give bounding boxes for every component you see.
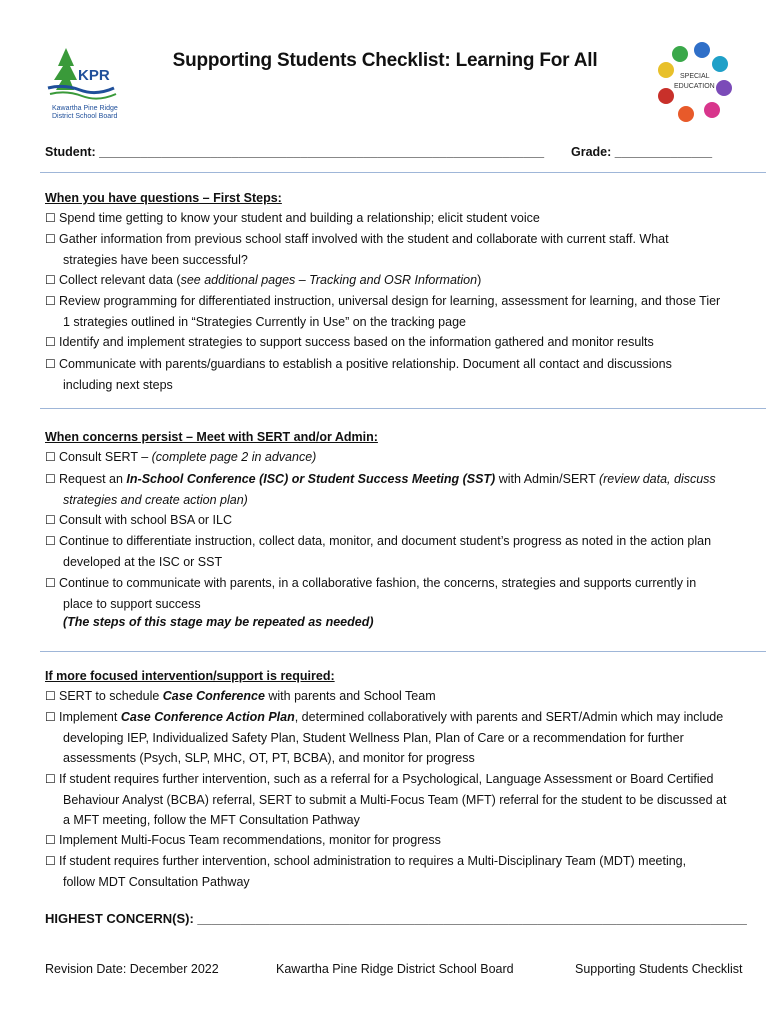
logo-letters: KPR (78, 67, 110, 84)
checklist-item[interactable]: ☐ Spend time getting to know your student and building a relationship; elicit student voice (45, 208, 745, 229)
checkbox[interactable]: ☐ (45, 335, 56, 349)
checkbox[interactable]: ☐ (45, 689, 56, 703)
checklist-item[interactable]: ☐ Continue to communicate with parents, in a collaborative fashion, the concerns, strategies and supports currently in place to support success (45, 573, 745, 614)
checklist-item[interactable]: ☐ If student requires further intervention, school administration to requires a Multi-Disciplinary Team (MDT) meeting, follow MDT Consultation Pathway (45, 851, 745, 892)
checkbox[interactable]: ☐ (45, 833, 56, 847)
footer-board-name: Kawartha Pine Ridge District School Board (276, 962, 514, 976)
checkbox[interactable]: ☐ (45, 576, 56, 590)
checkbox[interactable]: ☐ (45, 450, 56, 464)
page-title: Supporting Students Checklist: Learning For All (172, 50, 598, 71)
checklist-item[interactable]: ☐ Implement Multi-Focus Team recommendations, monitor for progress (45, 830, 745, 851)
repeat-note: (The steps of this stage may be repeated as needed) (63, 615, 374, 629)
checklist-item[interactable]: ☐ Consult SERT – (complete page 2 in advance) (45, 447, 745, 468)
footer-document-name: Supporting Students Checklist (575, 962, 743, 976)
kpr-logo (44, 44, 124, 124)
checklist-item[interactable]: ☐ Review programming for differentiated instruction, universal design for learning, assessment for learning, and those Tier 1 strategies outlined in “Strategies Currently in Use” on the tracking page (45, 291, 745, 332)
checkbox[interactable]: ☐ (45, 534, 56, 548)
section-intervention-heading: If more focused intervention/support is required: (45, 669, 335, 683)
checkbox[interactable]: ☐ (45, 472, 56, 486)
student-field[interactable]: Student: ________________________________________________________________ (45, 145, 545, 159)
checkbox[interactable]: ☐ (45, 710, 56, 724)
checkbox[interactable]: ☐ (45, 211, 56, 225)
hands-icon (650, 40, 736, 126)
checkbox[interactable]: ☐ (45, 854, 56, 868)
checkbox[interactable]: ☐ (45, 357, 56, 371)
special-education-badge (650, 40, 736, 126)
highest-concern-field[interactable]: HIGHEST CONCERN(S): ____________________________________________________________________________ (45, 911, 747, 926)
grade-field[interactable]: Grade: ______________ (571, 145, 713, 159)
checklist-item[interactable]: ☐ Identify and implement strategies to support success based on the information gathered and monitor results (45, 332, 745, 353)
checklist-item[interactable]: ☐ Gather information from previous school staff involved with the student and collaborate with current staff. What strategies have been successful? (45, 229, 745, 270)
checklist-item[interactable]: ☐ Consult with school BSA or ILC (45, 510, 745, 531)
checklist-item[interactable]: ☐ Request an In-School Conference (ISC) or Student Success Meeting (SST) with Admin/SERT (review data, discuss strategies and create action plan) (45, 469, 745, 510)
checklist-item[interactable]: ☐ If student requires further intervention, such as a referral for a Psychological, Language Assessment or Board Certified Behaviour Analyst (BCBA) referral, SERT to submit a Multi-Focus Team (MFT) referral for the student to be discussed at a MFT meeting, follow the MFT Consultation Pathway (45, 769, 745, 831)
divider (40, 651, 766, 652)
checkbox[interactable]: ☐ (45, 232, 56, 246)
badge-line-2: EDUCATION (674, 83, 715, 90)
checklist-item[interactable]: ☐ SERT to schedule Case Conference with parents and School Team (45, 686, 745, 707)
badge-line-1: SPECIAL (680, 73, 710, 80)
logo-line-1: Kawartha Pine Ridge (52, 105, 118, 112)
checklist-item[interactable]: ☐ Continue to differentiate instruction, collect data, monitor, and document student’s progress as noted in the action plan developed at the ISC or SST (45, 531, 745, 572)
section-first-steps-heading: When you have questions – First Steps: (45, 191, 282, 205)
section-concerns-heading: When concerns persist – Meet with SERT and/or Admin: (45, 430, 378, 444)
checklist-item[interactable]: ☐ Collect relevant data (see additional pages – Tracking and OSR Information) (45, 270, 745, 291)
checkbox[interactable]: ☐ (45, 294, 56, 308)
footer-revision-date: Revision Date: December 2022 (45, 962, 219, 976)
logo-line-2: District School Board (52, 113, 118, 120)
checkbox[interactable]: ☐ (45, 772, 56, 786)
checklist-item[interactable]: ☐ Implement Case Conference Action Plan, determined collaboratively with parents and SERT/Admin which may include developing IEP, Individualized Safety Plan, Student Wellness Plan, Plan of Care or a recommendation for further assessments (Psych, SLP, MHC, OT, PT, BCBA), and monitor for progress (45, 707, 745, 769)
divider (40, 172, 766, 173)
checklist-item[interactable]: ☐ Communicate with parents/guardians to establish a positive relationship. Document all contact and discussions including next steps (45, 354, 745, 395)
divider (40, 408, 766, 409)
checkbox[interactable]: ☐ (45, 273, 56, 287)
checkbox[interactable]: ☐ (45, 513, 56, 527)
tree-icon (44, 44, 124, 100)
